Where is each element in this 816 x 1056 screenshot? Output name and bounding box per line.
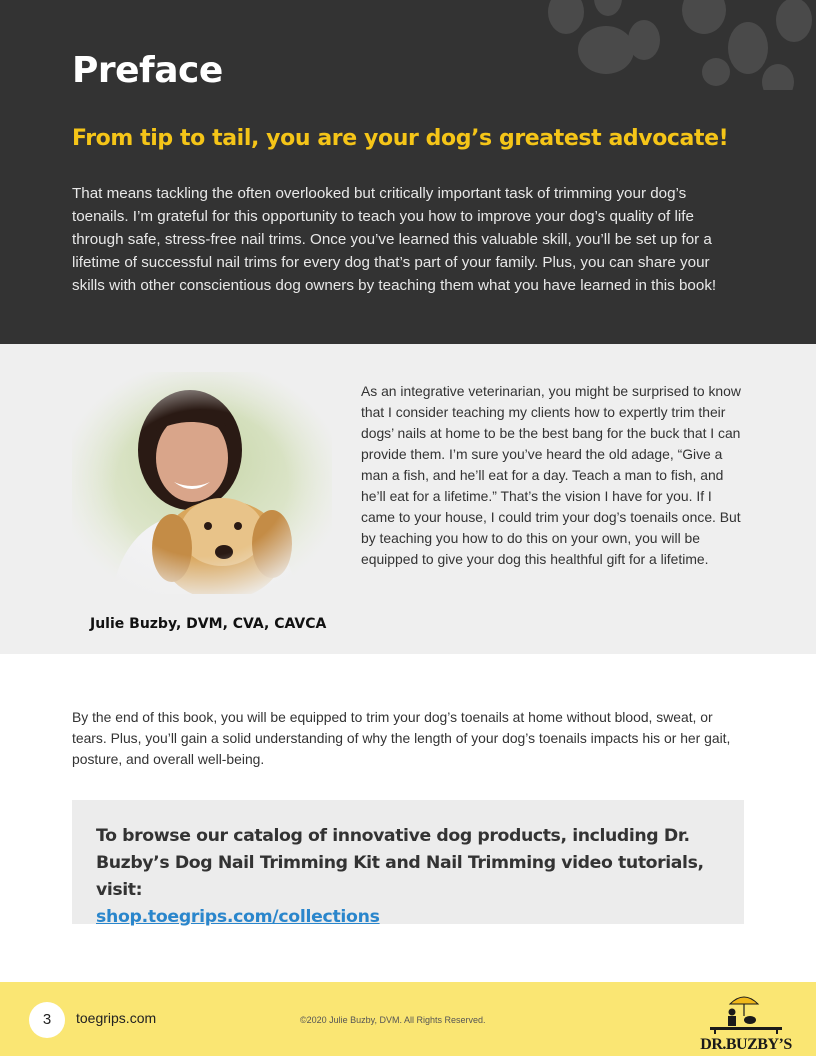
- author-caption: Julie Buzby, DVM, CVA, CAVCA: [90, 616, 327, 632]
- logo-text: DR.BUZBY’S: [700, 1036, 792, 1053]
- paw-prints-decoration: [536, 0, 816, 90]
- intro-paragraph: That means tackling the often overlooked but critically important task of trimming your dog’s toenails. I’m grateful for this opportunity to teach you how to improve your dog’s quality of life through safe, stress-free nail trims. Once you’ve learned this valuable skill, you’ll be set up for a lifetime of successful nail trims for every dog that’s part of your family. Plus, you can share your skills with other conscientious dog owners by teaching them what you have learned in this book!: [72, 185, 717, 294]
- page-title: Preface: [72, 50, 223, 91]
- copyright-notice: ©2020 Julie Buzby, DVM. All Rights Reserved.: [300, 1015, 486, 1025]
- body-paragraph: By the end of this book, you will be equipped to trim your dog’s toenails at home without blood, sweat, or tears. Plus, you’ll gain a solid understanding of why the length of your dog’s toenails impacts his or her gait, posture, and overall well-being.: [72, 709, 731, 767]
- page-subtitle: From tip to tail, you are your dog’s greatest advocate!: [72, 126, 729, 151]
- catalog-link[interactable]: shop.toegrips.com/collections: [96, 907, 380, 927]
- page-footer: [0, 982, 816, 1056]
- dr-buzbys-logo: [700, 990, 792, 1054]
- author-profile-section: [0, 344, 816, 654]
- page-number-badge: 3: [29, 1002, 65, 1038]
- header-section: [0, 0, 816, 344]
- footer-site-link[interactable]: toegrips.com: [76, 1010, 157, 1026]
- author-with-dog-photo: [72, 372, 332, 594]
- logo-umbrella-icon: [700, 990, 792, 1034]
- callout-text: To browse our catalog of innovative dog products, including Dr. Buzby’s Dog Nail Trimming Kit and Nail Trimming video tutorials, visit:: [96, 826, 704, 900]
- profile-paragraph: As an integrative veterinarian, you might be surprised to know that I consider teaching my clients how to expertly trim their dogs’ nails at home to be the best bang for the buck that I can provide them. I’m sure you’ve heard the old adage, “Give a man a fish, and he’ll eat for a day. Teach a man to fish, and he’ll eat for a lifetime.” That’s the vision I have for you. If I came to your house, I could trim your dog’s toenails once. But by teaching you how to do this on your own, you will be equipped to give your dog this healthful gift for a lifetime.: [361, 383, 741, 567]
- catalog-callout: [72, 800, 744, 927]
